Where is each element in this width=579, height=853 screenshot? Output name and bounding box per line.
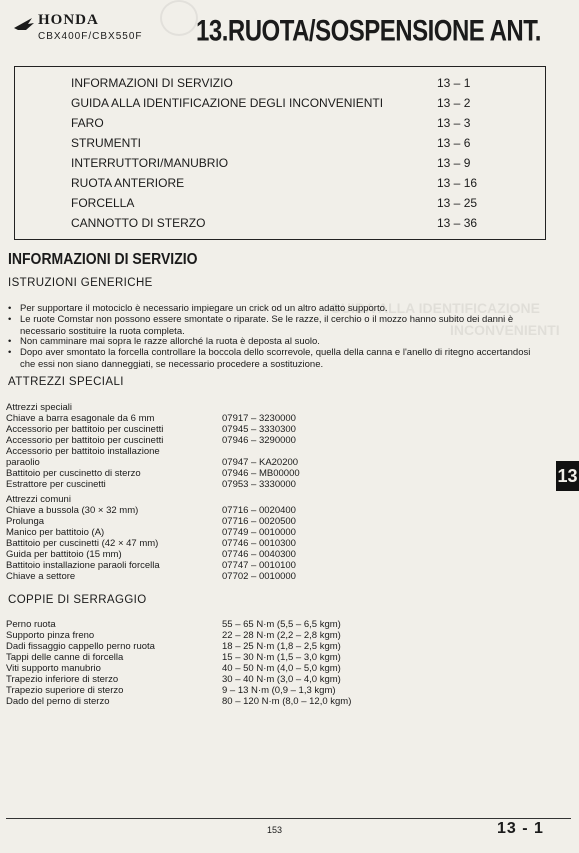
toc-row[interactable]	[71, 176, 501, 196]
tool-name: Estrattore per cuscinetti	[6, 479, 106, 490]
tool-code: 07946 – MB00000	[222, 468, 300, 479]
tool-name: Manico per battitoio (A)	[6, 527, 105, 538]
toc-label: CANNOTTO DI STERZO	[71, 216, 206, 230]
model-name: CBX400F/CBX550F	[38, 31, 143, 42]
tool-code: 07716 – 0020400	[222, 505, 296, 516]
torque-value: 15 – 30 N·m (1,5 – 3,0 kgm)	[222, 652, 341, 663]
tool-code: 07747 – 0010100	[222, 560, 296, 571]
tool-code: 07945 – 3330300	[222, 424, 296, 435]
toc-label: FORCELLA	[71, 196, 135, 210]
torque-heading: COPPIE DI SERRAGGIO	[8, 594, 147, 606]
toc-label: STRUMENTI	[71, 136, 141, 150]
toc-page: 13 – 16	[437, 176, 478, 190]
tool-name: Chiave a bussola (30 × 32 mm)	[6, 505, 139, 516]
torque-value: 40 – 50 N·m (4,0 – 5,0 kgm)	[222, 663, 341, 674]
tool-code: 07749 – 0010000	[222, 527, 296, 538]
tool-name: Chiave a settore	[6, 571, 76, 582]
common-tools-label: Attrezzi comuni	[6, 494, 71, 505]
toc-page: 13 – 9	[437, 156, 471, 170]
torque-value: 18 – 25 N·m (1,8 – 2,5 kgm)	[222, 641, 341, 652]
chapter-tab: 13	[556, 461, 579, 491]
tool-code: 07716 – 0020500	[222, 516, 296, 527]
tool-code: 07947 – KA20200	[222, 457, 299, 468]
bullet-text: Le ruote Comstar non possono essere smontate o riparate. Se le razze, il cerchio o il mozzo hanno subito dei danni è necessario sostituire la ruota completa.	[20, 314, 514, 337]
torque-name: Perno ruota	[6, 619, 56, 630]
honda-wing-logo-icon	[12, 14, 34, 34]
general-heading: ISTRUZIONI GENERICHE	[8, 277, 153, 289]
tool-name: Battitoio per cuscinetti (42 × 47 mm)	[6, 538, 159, 549]
toc-label: RUOTA ANTERIORE	[71, 176, 185, 190]
tool-name: Accessorio per battitoio installazione	[6, 446, 160, 457]
toc-row[interactable]	[71, 216, 501, 236]
tool-code: 07746 – 0010300	[222, 538, 296, 549]
toc-page: 13 – 2	[437, 96, 471, 110]
toc-row[interactable]	[71, 96, 501, 116]
torque-value: 80 – 120 N·m (8,0 – 12,0 kgm)	[222, 696, 352, 707]
footer-rule	[6, 818, 571, 819]
tool-code: 07953 – 3330000	[222, 479, 296, 490]
toc-label: FARO	[71, 116, 104, 130]
toc-label: INTERRUTTORI/MANUBRIO	[71, 156, 229, 170]
toc-row[interactable]	[71, 156, 501, 176]
page-number: 153	[267, 825, 283, 835]
toc-label: GUIDA ALLA IDENTIFICAZIONE DEGLI INCONVENIENTI	[71, 96, 384, 110]
toc-row[interactable]	[71, 76, 501, 96]
toc-page: 13 – 25	[437, 196, 478, 210]
tool-name: Battitoio per cuscinetto di sterzo	[6, 468, 141, 479]
tool-name: Accessorio per battitoio per cuscinetti	[6, 435, 164, 446]
torque-name: Tappi delle canne di forcella	[6, 652, 124, 663]
page-reference: 13 - 1	[497, 820, 544, 837]
section-title: INFORMAZIONI DI SERVIZIO	[8, 249, 198, 268]
toc-page: 13 – 36	[437, 216, 478, 230]
torque-value: 22 – 28 N·m (2,2 – 2,8 kgm)	[222, 630, 341, 641]
tool-name: Guida per battitoio (15 mm)	[6, 549, 122, 560]
torque-value: 55 – 65 N·m (5,5 – 6,5 kgm)	[222, 619, 341, 630]
torque-value: 9 – 13 N·m (0,9 – 1,3 kgm)	[222, 685, 336, 696]
tool-name: Chiave a barra esagonale da 6 mm	[6, 413, 155, 424]
toc-page: 13 – 3	[437, 116, 471, 130]
tool-code: 07746 – 0040300	[222, 549, 296, 560]
tool-code: 07946 – 3290000	[222, 435, 296, 446]
stamp-ghost-icon	[160, 0, 198, 36]
tool-name: Accessorio per battitoio per cuscinetti	[6, 424, 164, 435]
torque-name: Trapezio inferiore di sterzo	[6, 674, 119, 685]
torque-name: Supporto pinza freno	[6, 630, 95, 641]
contents-box	[14, 66, 546, 240]
tool-code: 07702 – 0010000	[222, 571, 296, 582]
chapter-title: 13.RUOTA/SOSPENSIONE ANT.	[196, 14, 541, 48]
tools-heading: ATTREZZI SPECIALI	[8, 376, 124, 388]
tool-name: Battitoio installazione paraoli forcella	[6, 560, 160, 571]
toc-row[interactable]	[71, 116, 501, 136]
bullet-text: Dopo aver smontato la forcella controllare la boccola dello scorrevole, quella della canna e l'anello di ritegno accertandosi che essi non siano danneggiati, se necessario procedere a sostituzione.	[20, 347, 531, 370]
tool-name: paraolio	[6, 457, 40, 468]
toc-page: 13 – 6	[437, 136, 471, 150]
torque-value: 30 – 40 N·m (3,0 – 4,0 kgm)	[222, 674, 341, 685]
tool-code: 07917 – 3230000	[222, 413, 296, 424]
toc-row[interactable]	[71, 136, 501, 156]
torque-name: Viti supporto manubrio	[6, 663, 101, 674]
tool-name: Prolunga	[6, 516, 45, 527]
special-tools-label: Attrezzi speciali	[6, 402, 72, 413]
toc-row[interactable]	[71, 196, 501, 216]
torque-name: Trapezio superiore di sterzo	[6, 685, 124, 696]
toc-page: 13 – 1	[437, 76, 471, 90]
bullet-text: Per supportare il motociclo è necessario impiegare un crick od un altro adatto supporto.	[20, 303, 388, 314]
toc-label: INFORMAZIONI DI SERVIZIO	[71, 76, 233, 90]
torque-name: Dadi fissaggio cappello perno ruota	[6, 641, 155, 652]
brand-name: HONDA	[38, 12, 99, 28]
torque-name: Dado del perno di sterzo	[6, 696, 110, 707]
bullet-text: Non camminare mai sopra le razze allorché la ruota è deposta al suolo.	[20, 336, 320, 347]
